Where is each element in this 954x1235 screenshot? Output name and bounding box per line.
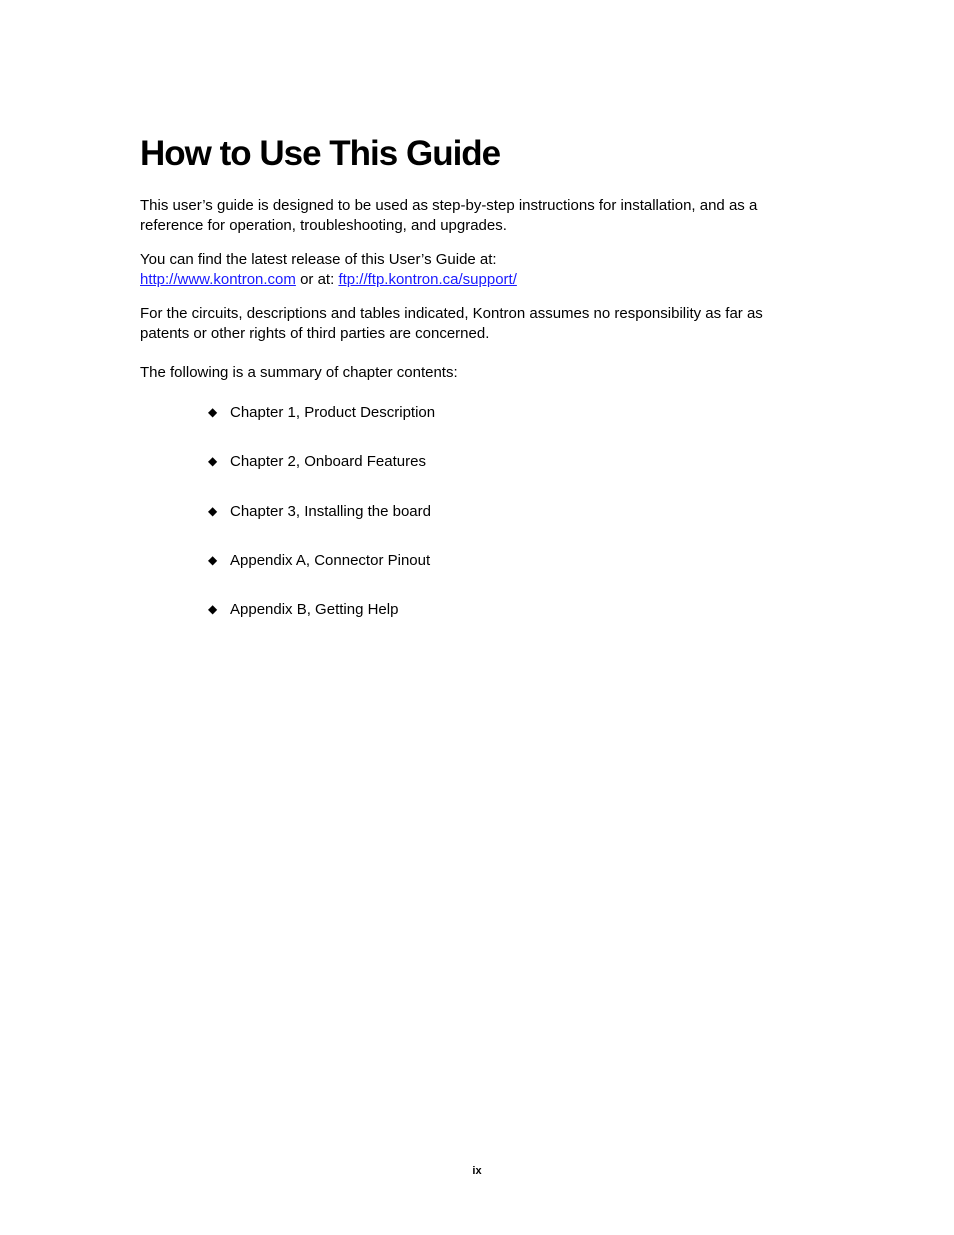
diamond-bullet-icon: ◆ (208, 405, 218, 419)
disclaimer-line-2: patents or other rights of third parties are concerned. (140, 324, 490, 342)
list-item (208, 403, 435, 452)
list-item-label: Chapter 2, Onboard Features (230, 453, 426, 471)
list-item (208, 502, 435, 551)
page-title: How to Use This Guide (140, 134, 501, 173)
latest-release-paragraph (140, 250, 517, 289)
kontron-website-link[interactable]: http://www.kontron.com (140, 270, 296, 288)
page-number: ix (472, 1165, 482, 1177)
intro-paragraph (140, 196, 757, 235)
list-item-label: Appendix B, Getting Help (230, 601, 399, 619)
list-item (208, 551, 435, 600)
intro-line-1: This user’s guide is designed to be used as step-by-step instructions for installation, and as a (140, 197, 758, 214)
or-at-text: or at: (295, 270, 339, 288)
list-item (208, 600, 435, 649)
diamond-bullet-icon: ◆ (208, 503, 218, 518)
diamond-bullet-icon: ◆ (208, 552, 218, 567)
list-item-label: Appendix A, Connector Pinout (230, 551, 431, 569)
diamond-bullet-icon: ◆ (208, 602, 218, 617)
disclaimer-paragraph (140, 304, 763, 343)
list-item-label: Chapter 3, Installing the board (230, 502, 431, 520)
summary-intro: The following is a summary of chapter contents: (140, 364, 458, 381)
latest-release-text: You can find the latest release of this User’s Guide at: (140, 251, 497, 268)
intro-line-2: reference for operation, troubleshooting, and upgrades. (140, 216, 507, 234)
kontron-ftp-link[interactable]: ftp://ftp.kontron.ca/support/ (338, 270, 517, 288)
diamond-bullet-icon: ◆ (208, 454, 218, 469)
disclaimer-line-1: For the circuits, descriptions and tables indicated, Kontron assumes no responsibility as far as (140, 305, 763, 322)
list-item (208, 452, 435, 501)
chapter-list (208, 403, 435, 649)
list-item-label: Chapter 1, Product Description (230, 404, 436, 421)
